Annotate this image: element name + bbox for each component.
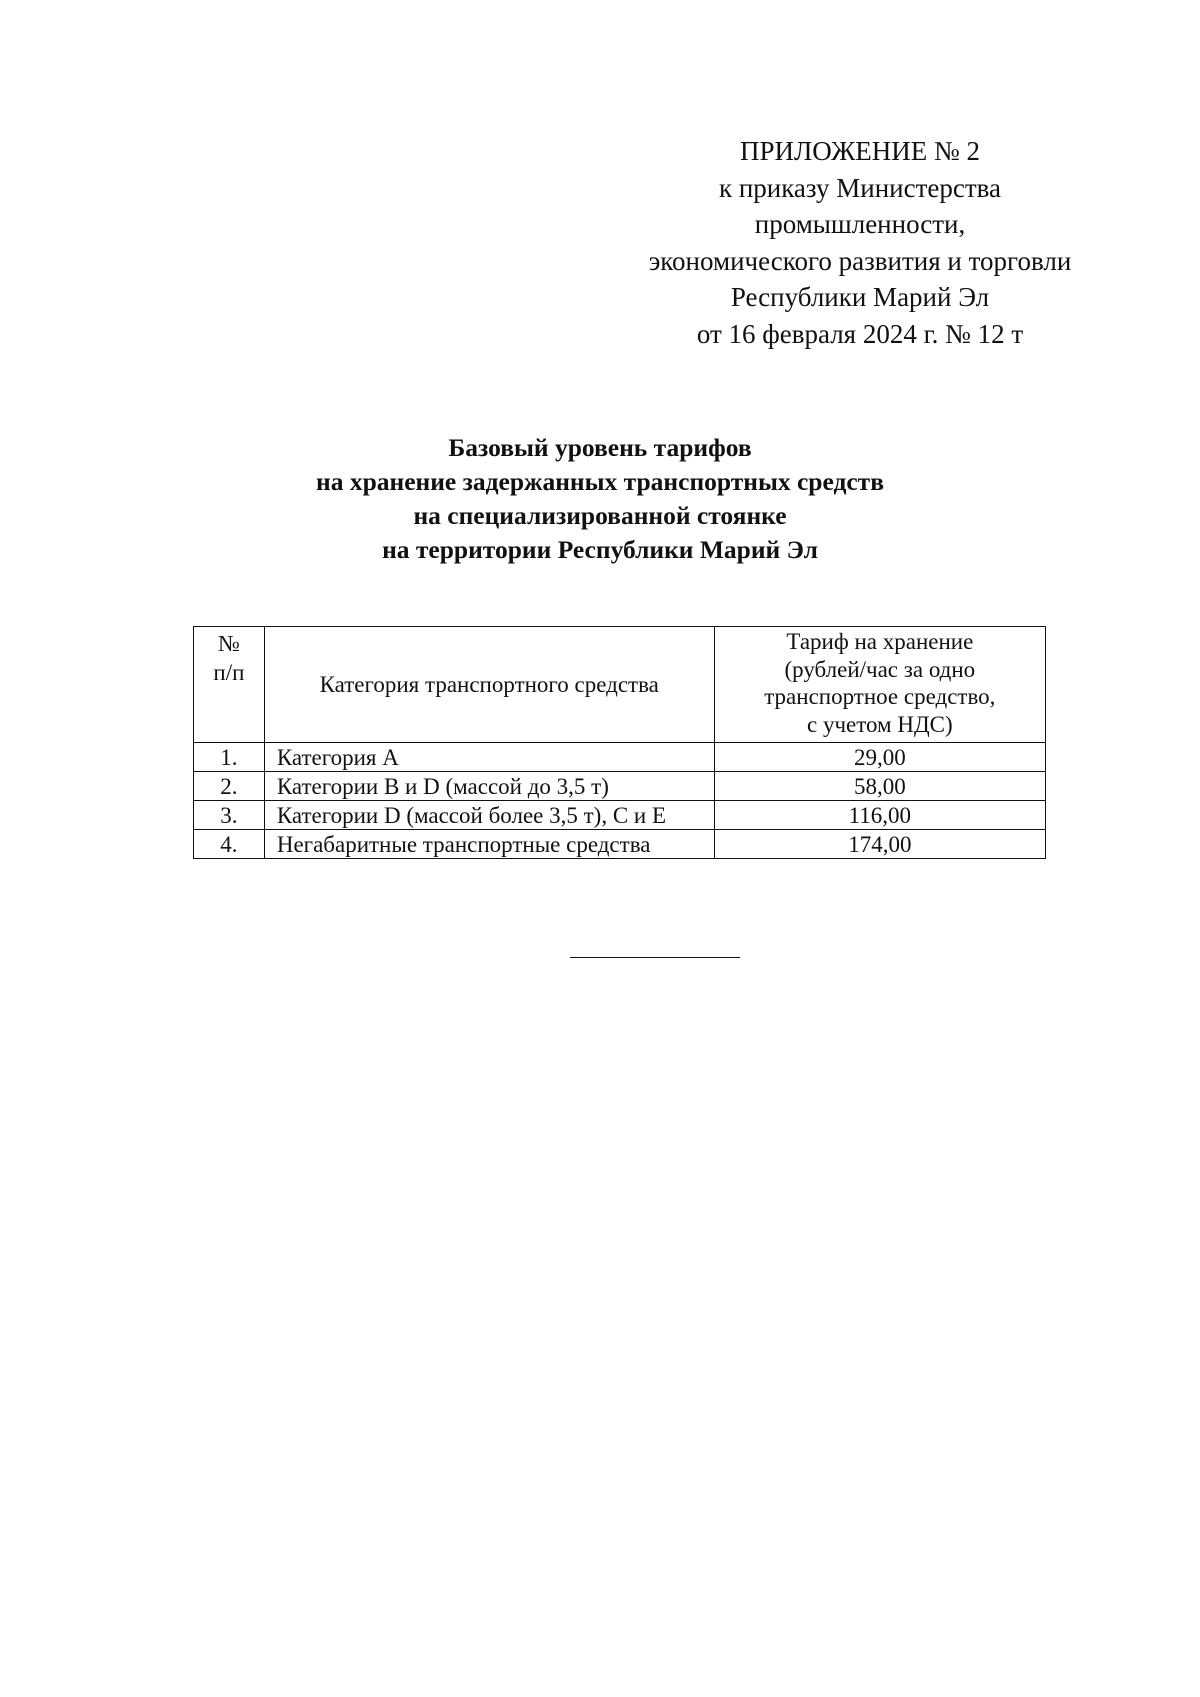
row-tariff: 116,00 [714, 801, 1045, 830]
header-tariff-line: (рублей/час за одно [784, 656, 976, 682]
header-number [194, 627, 265, 743]
table-row [194, 743, 1046, 772]
title-line: на специализированной стоянке [413, 501, 787, 530]
appendix-line: к приказу Министерства [718, 172, 1002, 203]
title-line: Базовый уровень тарифов [448, 433, 752, 462]
row-category: Категории В и D (массой до 3,5 т) [264, 772, 714, 801]
row-number: 1. [194, 743, 265, 772]
appendix-line: промышленности, [754, 209, 966, 240]
appendix-line: от 16 февраля 2024 г. № 12 т [696, 318, 1024, 349]
header-tariff-line: транспортное средство, [764, 684, 996, 709]
title-line: на хранение задержанных транспортных средств [316, 467, 884, 496]
document-title [150, 431, 1050, 567]
table-row [194, 801, 1046, 830]
row-category: Негабаритные транспортные средства [264, 830, 714, 859]
table-row [194, 772, 1046, 801]
header-tariff [714, 627, 1045, 743]
row-category: Категория А [264, 743, 714, 772]
appendix-header [620, 133, 1100, 353]
header-number-line: п/п [213, 660, 245, 685]
appendix-line: ПРИЛОЖЕНИЕ № 2 [739, 136, 981, 166]
row-tariff: 174,00 [714, 830, 1045, 859]
row-number: 4. [194, 830, 265, 859]
header-number-line: № [217, 631, 240, 656]
header-category: Категория транспортного средства [264, 627, 714, 743]
appendix-line: экономического развития и торговли [648, 245, 1072, 276]
row-number: 3. [194, 801, 265, 830]
header-tariff-line: с учетом НДС) [807, 711, 953, 737]
table-row [194, 830, 1046, 859]
row-tariff: 29,00 [714, 743, 1045, 772]
appendix-line: Республики Марий Эл [730, 282, 990, 313]
title-line: на территории Республики Марий Эл [382, 535, 818, 564]
header-tariff-line: Тариф на хранение [786, 629, 974, 654]
table-header-row [194, 627, 1046, 743]
end-separator-line [570, 957, 740, 958]
row-category: Категории D (массой более 3,5 т), С и Е [264, 801, 714, 830]
row-tariff: 58,00 [714, 772, 1045, 801]
tariff-table [193, 626, 1046, 859]
row-number: 2. [194, 772, 265, 801]
